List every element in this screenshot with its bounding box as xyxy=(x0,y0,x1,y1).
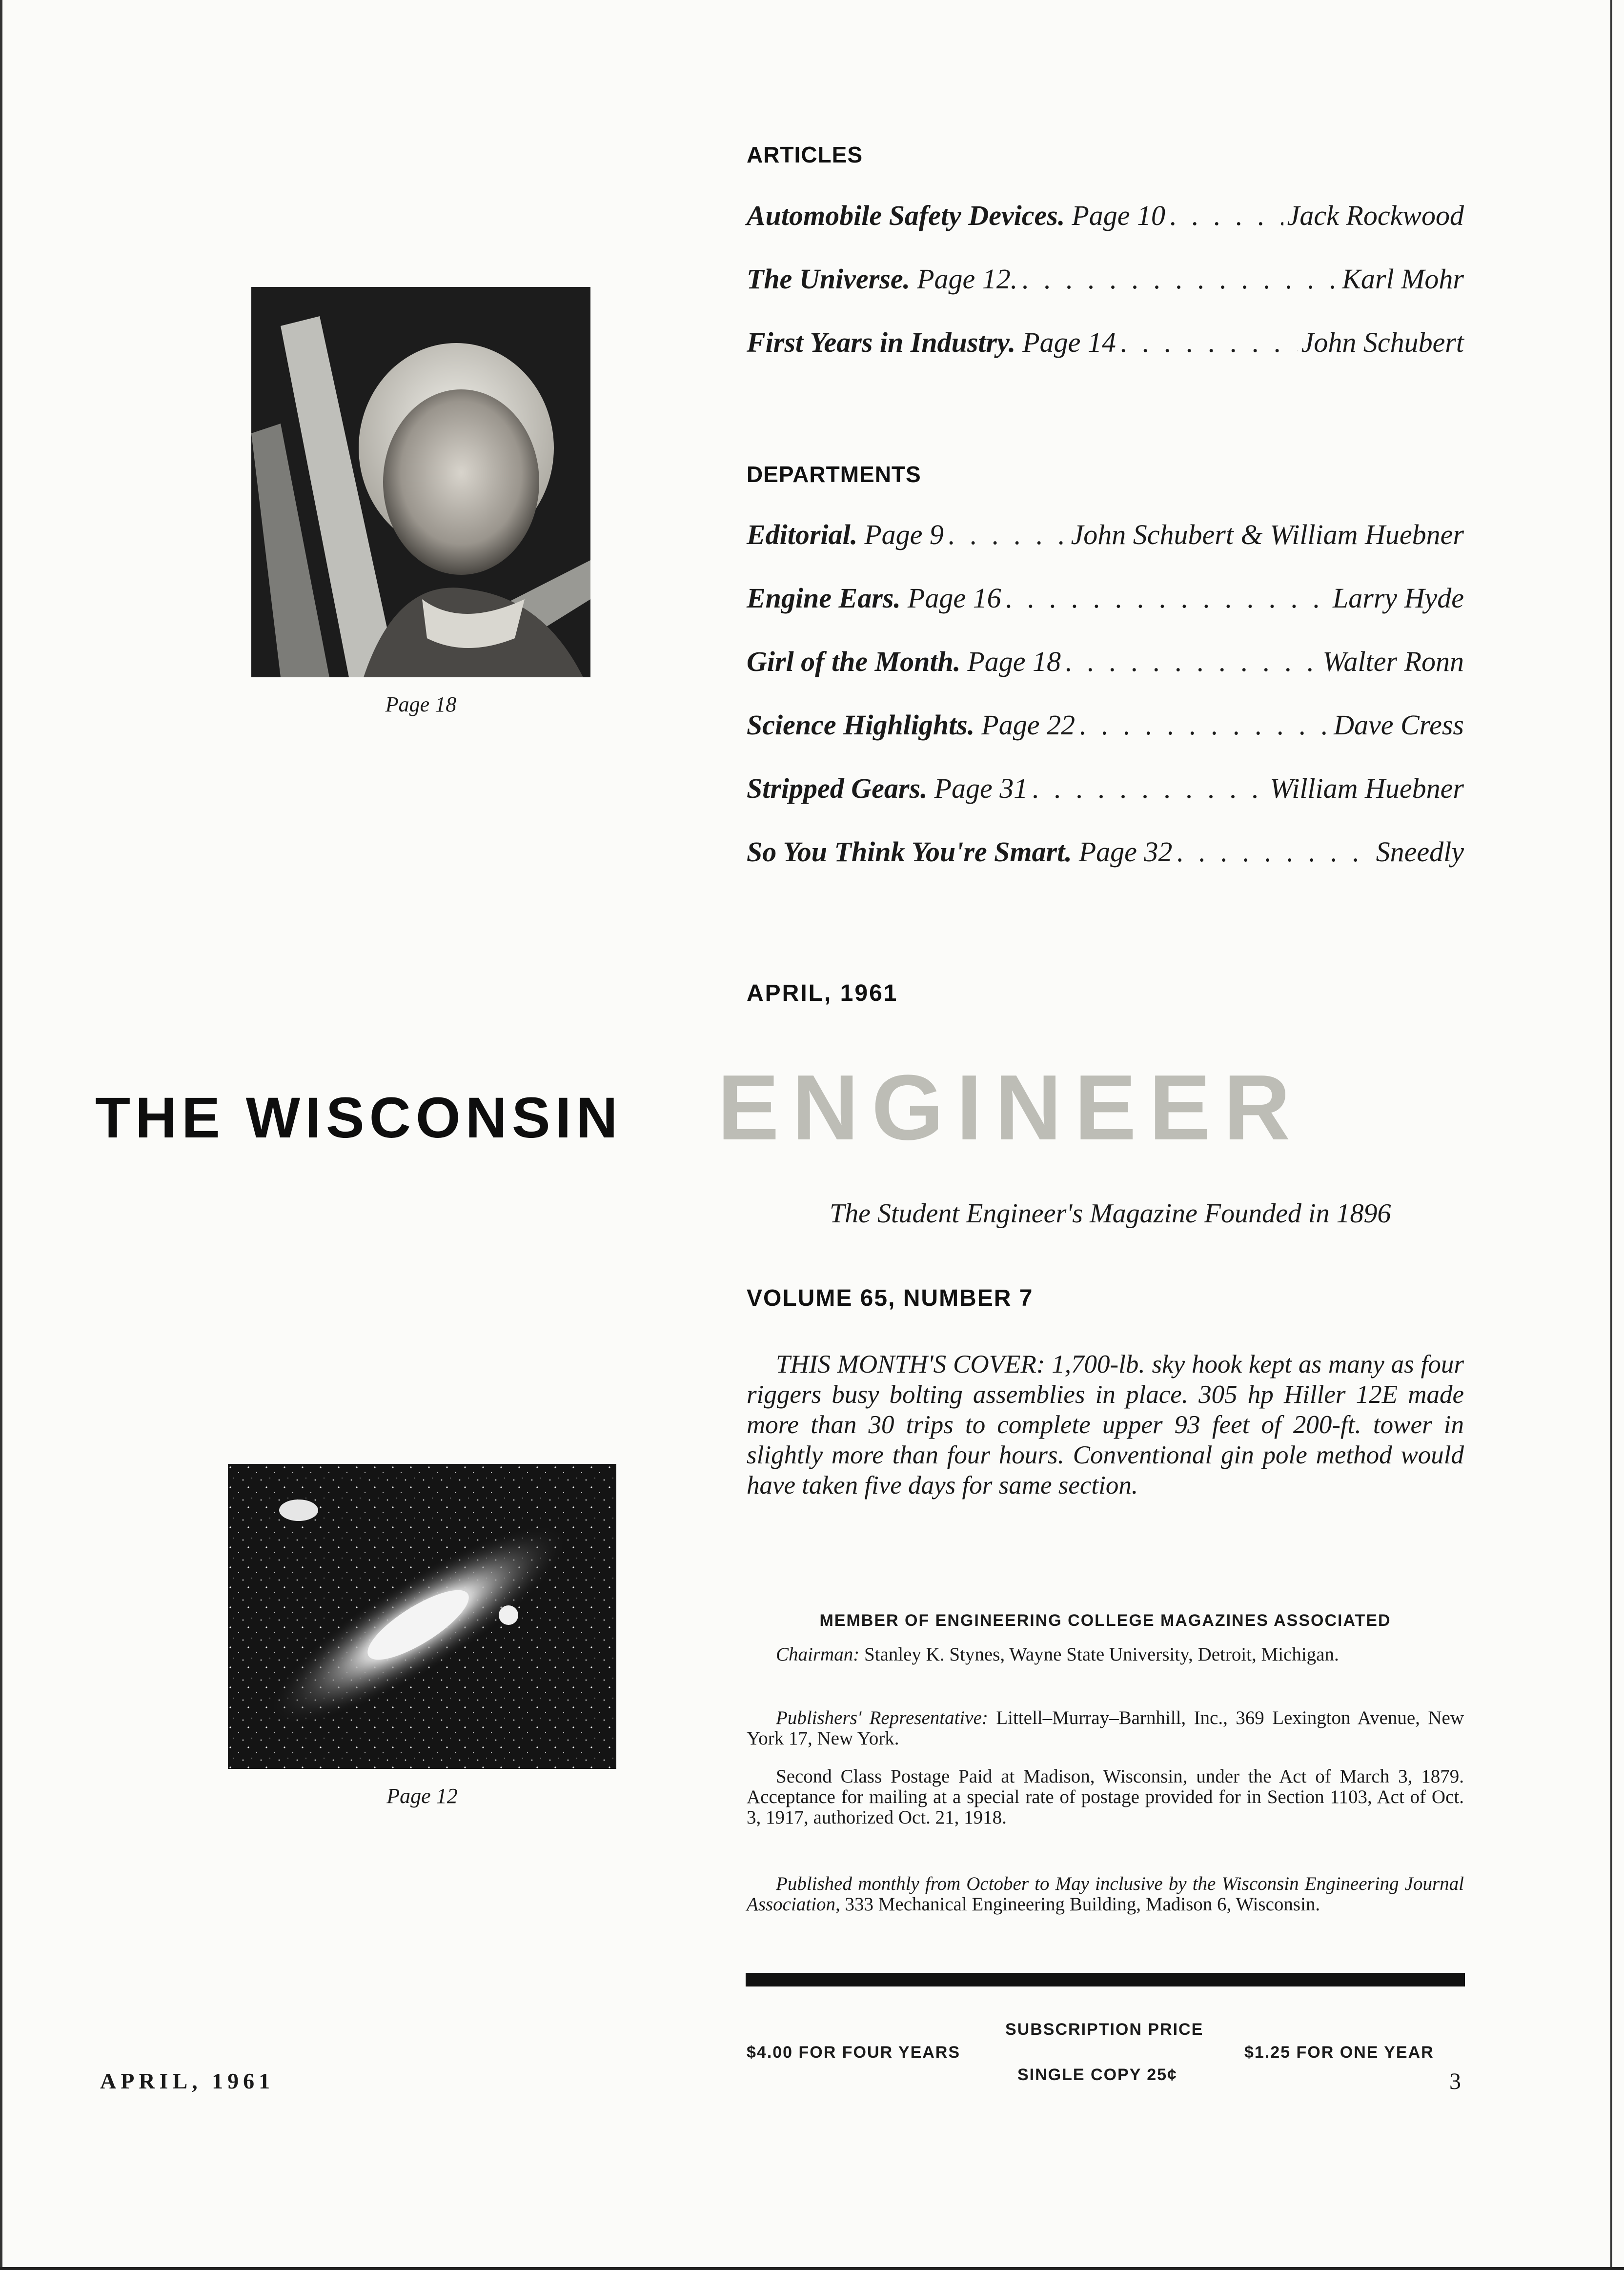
department-author: Sneedly xyxy=(1376,836,1464,868)
chairman-label: Chairman: xyxy=(776,1644,860,1665)
representative-label: Publishers' Representative: xyxy=(776,1707,988,1728)
toc-article-row xyxy=(747,199,1464,232)
article-page: Page 10 xyxy=(1072,200,1166,231)
magazine-tagline: The Student Engineer's Magazine Founded in 1896 xyxy=(830,1198,1391,1229)
subscription-heading: SUBSCRIPTION PRICE xyxy=(1005,2020,1204,2039)
department-author: Larry Hyde xyxy=(1332,582,1464,614)
toc-department-row xyxy=(747,582,1464,614)
representative-text: Littell–Murray–Barnhill, Inc., 369 Lexington Avenue, New York 17, New York. xyxy=(747,1707,1464,1749)
department-title: Science Highlights. xyxy=(747,709,975,741)
issue-date: APRIL, 1961 xyxy=(747,980,898,1006)
toc-department-row xyxy=(747,645,1464,678)
footer-date: APRIL, 1961 xyxy=(100,2068,275,2093)
article-title: The Universe. xyxy=(747,263,911,295)
department-title: Stripped Gears. xyxy=(747,772,928,804)
article-author: John Schubert xyxy=(1301,326,1464,358)
leader-dots xyxy=(1065,645,1319,678)
subscription-single-copy: SINGLE COPY 25¢ xyxy=(1017,2066,1177,2084)
article-title: First Years in Industry. xyxy=(747,326,1016,358)
department-page: Page 16 xyxy=(907,582,1001,614)
postage-paragraph: Second Class Postage Paid at Madison, Wisconsin, under the Act of March 3, 1879. Acceptance for mailing at a special rate of postage provided for in Section 1103, Act of Oct. 3, 1917, authorized Oct. 21, 1918. xyxy=(747,1766,1464,1828)
department-author: Walter Ronn xyxy=(1322,646,1464,677)
department-title: Engine Ears. xyxy=(747,582,901,614)
toc-article-row xyxy=(747,263,1464,295)
leader-dots xyxy=(1176,835,1372,868)
published-rest: 333 Mechanical Engineering Building, Madison 6, Wisconsin. xyxy=(845,1894,1320,1915)
department-page: Page 22 xyxy=(981,709,1075,741)
leader-dots xyxy=(1079,709,1330,741)
article-author: Jack Rockwood xyxy=(1287,200,1464,231)
article-page: Page 12. xyxy=(917,263,1018,295)
leader-dots xyxy=(1032,772,1266,805)
galaxy-caption: Page 12 xyxy=(386,1784,458,1808)
cover-description: THIS MONTH'S COVER: 1,700-lb. sky hook kept as many as four riggers busy bolting assemblies in place. 305 hp Hiller 12E made more than 30 trips to complete upper 93 feet of 200-ft. tower in slightly more than four hours. Conventional gin pole method would have taken five days for same section. xyxy=(747,1350,1464,1500)
published-paragraph xyxy=(747,1874,1464,1915)
volume-number: VOLUME 65, NUMBER 7 xyxy=(747,1285,1034,1311)
subscription-rule xyxy=(746,1973,1465,1986)
department-author: William Huebner xyxy=(1270,772,1464,804)
leader-dots xyxy=(948,518,1067,551)
published-italic: Published monthly from October to May inclusive by the Wisconsin Engineering Journal Association, xyxy=(747,1873,1464,1915)
member-heading: MEMBER OF ENGINEERING COLLEGE MAGAZINES ASSOCIATED xyxy=(819,1611,1391,1630)
department-author: John Schubert & William Huebner xyxy=(1071,519,1464,550)
department-page: Page 31 xyxy=(934,772,1028,804)
department-title: Editorial. xyxy=(747,519,858,550)
galaxy-photo xyxy=(228,1464,616,1769)
portrait-illustration xyxy=(251,287,590,677)
masthead-title-right: ENGINEER xyxy=(717,1056,1303,1159)
department-title: So You Think You're Smart. xyxy=(747,836,1072,868)
subscription-one-year: $1.25 FOR ONE YEAR xyxy=(1244,2043,1434,2062)
representative-paragraph xyxy=(747,1708,1464,1749)
chairman-text: Stanley K. Stynes, Wayne State University, Detroit, Michigan. xyxy=(864,1644,1339,1665)
department-page: Page 9 xyxy=(864,519,944,550)
bottom-edge-line xyxy=(0,2267,1624,2270)
article-title: Automobile Safety Devices. xyxy=(747,200,1065,231)
page-number: 3 xyxy=(1449,2068,1461,2094)
subscription-four-years: $4.00 FOR FOUR YEARS xyxy=(747,2043,961,2062)
leader-dots xyxy=(1005,582,1329,614)
left-edge-line xyxy=(0,0,2,2270)
toc-article-row xyxy=(747,326,1464,359)
department-page: Page 32 xyxy=(1078,836,1173,868)
portrait-caption: Page 18 xyxy=(385,692,457,716)
article-page: Page 14 xyxy=(1022,326,1116,358)
leader-dots xyxy=(1169,199,1283,232)
leader-dots xyxy=(1120,326,1298,359)
department-author: Dave Cress xyxy=(1334,709,1464,741)
department-title: Girl of the Month. xyxy=(747,646,961,677)
chairman-paragraph xyxy=(747,1644,1464,1665)
galaxy-illustration xyxy=(228,1464,616,1769)
toc-department-row xyxy=(747,518,1464,551)
article-author: Karl Mohr xyxy=(1342,263,1464,295)
toc-department-row xyxy=(747,772,1464,805)
right-edge-line xyxy=(1610,0,1612,2270)
articles-heading: ARTICLES xyxy=(747,142,863,167)
departments-heading: DEPARTMENTS xyxy=(747,462,921,487)
portrait-photo xyxy=(251,287,590,677)
toc-department-row xyxy=(747,709,1464,741)
masthead-title-left: THE WISCONSIN xyxy=(95,1086,623,1150)
toc-department-row xyxy=(747,835,1464,868)
department-page: Page 18 xyxy=(967,646,1061,677)
leader-dots xyxy=(1021,263,1338,295)
